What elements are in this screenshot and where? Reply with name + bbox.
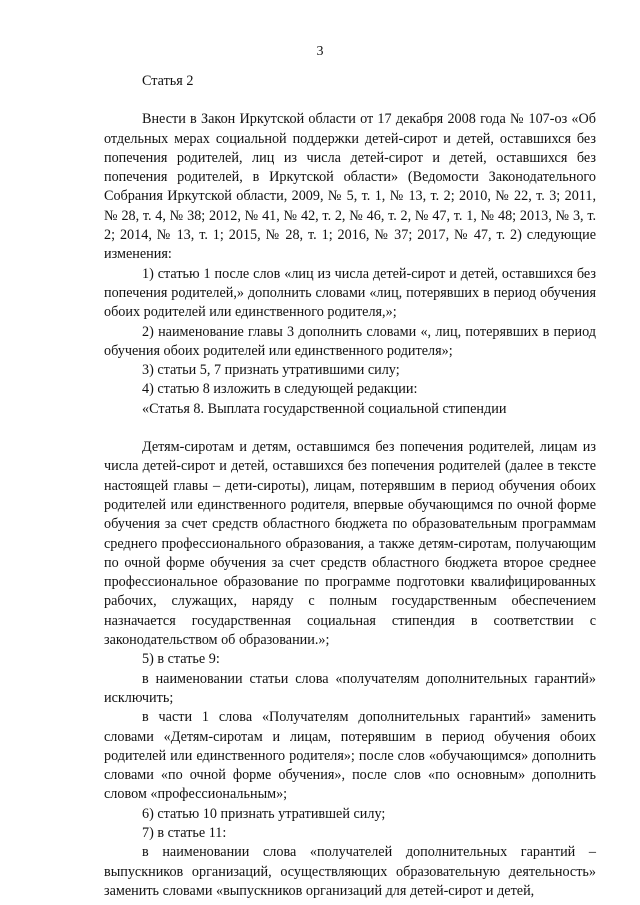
paragraph: 4) статью 8 изложить в следующей редакции:	[142, 381, 418, 398]
paragraph: 2) наименование главы 3 дополнить словами «, лиц, потерявших в период обучения обоих родителей или единственного родителя»;	[104, 323, 596, 359]
paragraph: в наименовании слова «получателей дополнительных гарантий – выпускников организаций, осуществляющих образовательную деятельность» заменить словами «выпускников организаций для детей-сирот и детей,	[104, 844, 596, 899]
paragraph: в части 1 слова «Получателям дополнительных гарантий» заменить словами «Детям-сиротам и лицам, потерявшим в период обучения обоих родителей или единственного родителя»; после слов «обучающимся» дополнить словами «по очной форме обучения», после слов «по основным» дополнить словом «профессиональным»;	[104, 709, 596, 803]
paragraph: 6) статью 10 признать утратившей силу;	[142, 805, 386, 822]
document-body	[104, 72, 596, 901]
paragraph: 1) статью 1 после слов «лиц из числа детей-сирот и детей, оставшихся без попечения родителей,» дополнить словами «лиц, потерявших в период обучения обоих родителей или единственного родителя,»;	[104, 265, 596, 321]
blank-line	[104, 419, 596, 438]
paragraph: 5) в статье 9:	[142, 651, 220, 668]
article-heading: Статья 2	[142, 73, 194, 89]
paragraph: «Статья 8. Выплата государственной социальной стипендии	[142, 400, 507, 417]
paragraph: 7) в статье 11:	[142, 824, 227, 841]
page-number: 3	[316, 44, 324, 59]
paragraph: в наименовании статьи слова «получателям дополнительных гарантий» исключить;	[104, 670, 596, 706]
paragraph: 3) статьи 5, 7 признать утратившими силу;	[142, 362, 400, 379]
paragraph: Внести в Закон Иркутской области от 17 декабря 2008 года № 107-оз «Об отдельных мерах социальной поддержки детей-сирот и детей, оставшихся без попечения родителей, лиц из числа детей-сирот и детей, оставшихся без попечения родителей, в Иркутской области» (Ведомости Законодательного Собрания Иркутской области, 2009, № 5, т. 1, № 13, т. 2; 2010, № 22, т. 3; 2011, № 28, т. 4, № 38; 2012, № 41, № 42, т. 2, № 46, т. 2, № 47, т. 1, № 48; 2013, № 3, т. 2; 2014, № 13, т. 1; 2015, № 28, т. 1; 2016, № 37; 2017, № 47, т. 2) следующие изменения:	[104, 111, 596, 263]
paragraph: Детям-сиротам и детям, оставшимся без попечения родителей, лицам из числа детей-сирот и детей, оставшихся без попечения родителей (далее в тексте настоящей главы – дети-сироты), лицам, потерявшим в период обучения обоих родителей или единственного родителя, впервые обучающимся по очной форме обучения за счет средств областного бюджета по образовательным программам среднего профессионального образования, а также детям-сиротам, получающим по очной форме обучения за счет средств областного бюджета второе среднее профессиональное образование по программе подготовки квалифицированных рабочих, служащих, наряду с полным государственным обеспечением назначается государственная социальная стипендия в соответствии с законодательством об образовании.»;	[104, 439, 596, 649]
